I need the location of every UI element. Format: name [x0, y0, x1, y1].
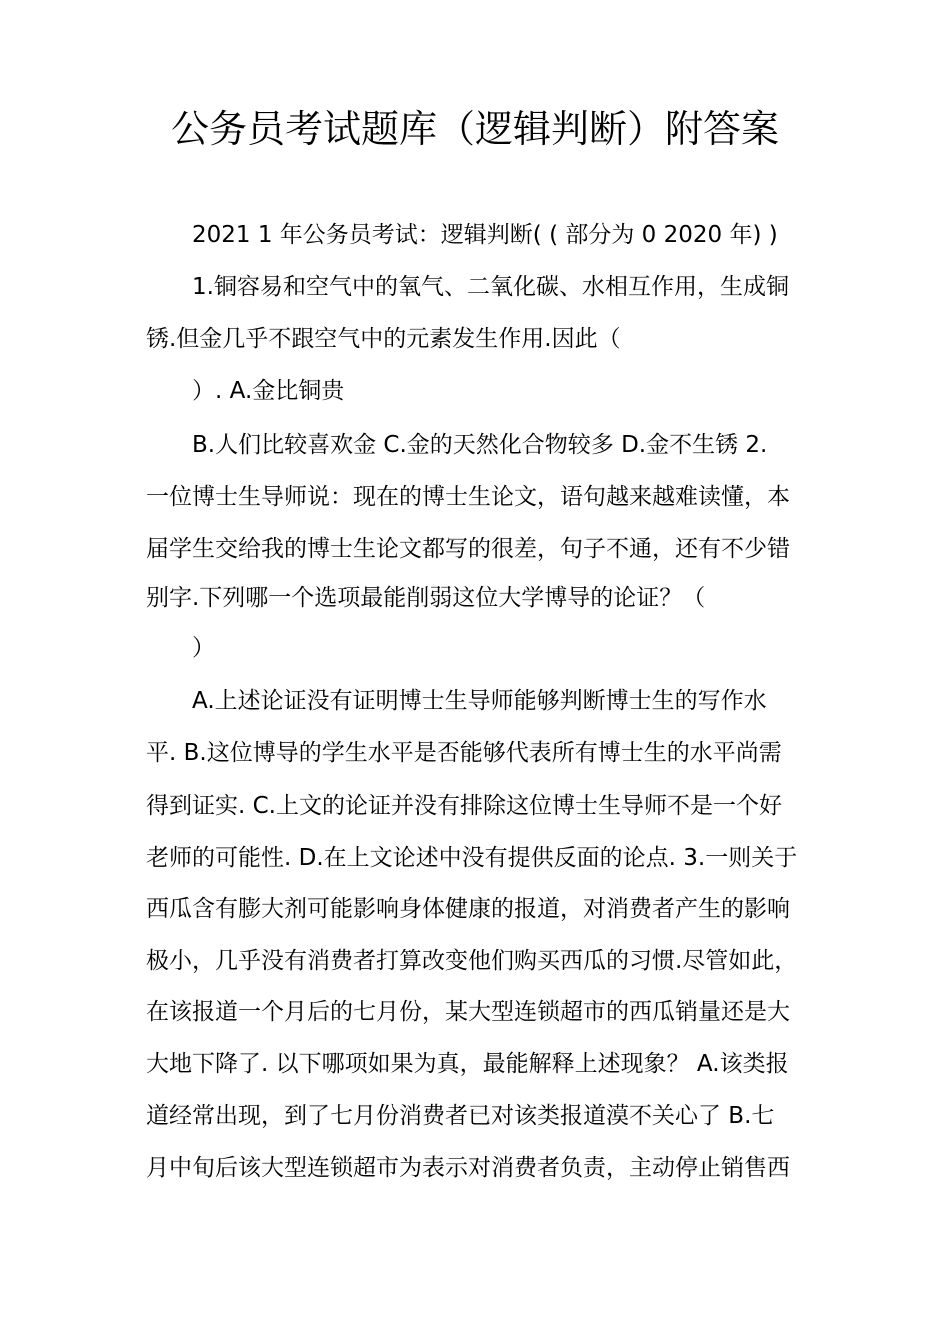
text-line: 届学生交给我的博士生论文都写的很差，句子不通，还有不少错: [146, 536, 790, 562]
text-line-exam-header: 2021 1 年公务员考试：逻辑判断( ( 部分为 0 2020 年) ): [192, 222, 778, 248]
text-line: ）: [192, 635, 215, 661]
text-line: 极小，几乎没有消费者打算改变他们购买西瓜的习惯.尽管如此，: [146, 948, 798, 974]
text-line: 一位博士生导师说：现在的博士生论文，语句越来越难读懂，本: [146, 484, 790, 510]
text-line: ）. A.金比铜贵: [192, 378, 345, 404]
text-line: 月中旬后该大型连锁超市为表示对消费者负责，主动停止销售西: [146, 1155, 790, 1181]
text-line: 在该报道一个月后的七月份，某大型连锁超市的西瓜销量还是大: [146, 999, 790, 1025]
text-line: 锈.但金几乎不跟空气中的元素发生作用.因此（: [146, 326, 621, 352]
text-line: 1.铜容易和空气中的氧气、二氧化碳、水相互作用，生成铜: [192, 274, 789, 300]
text-line: 大地下降了. 以下哪项如果为真，最能解释上述现象？ A.该类报: [146, 1051, 789, 1077]
text-line: 老师的可能性. D.在上文论述中没有提供反面的论点. 3.一则关于: [146, 845, 798, 871]
text-line: 得到证实. C.上文的论证并没有排除这位博士生导师不是一个好: [146, 793, 782, 819]
text-line: 西瓜含有膨大剂可能影响身体健康的报道，对消费者产生的影响: [146, 896, 790, 922]
text-line: 平. B.这位博导的学生水平是否能够代表所有博士生的水平尚需: [146, 740, 782, 766]
text-line: B.人们比较喜欢金 C.金的天然化合物较多 D.金不生锈 2.: [192, 432, 768, 458]
text-line: 别字.下列哪一个选项最能削弱这位大学博导的论证？（: [146, 585, 706, 611]
text-line: 道经常出现，到了七月份消费者已对该类报道漠不关心了 B.七: [146, 1103, 775, 1129]
text-line: A.上述论证没有证明博士生导师能够判断博士生的写作水: [192, 688, 767, 714]
page-title: 公务员考试题库（逻辑判断）附答案: [170, 107, 779, 151]
